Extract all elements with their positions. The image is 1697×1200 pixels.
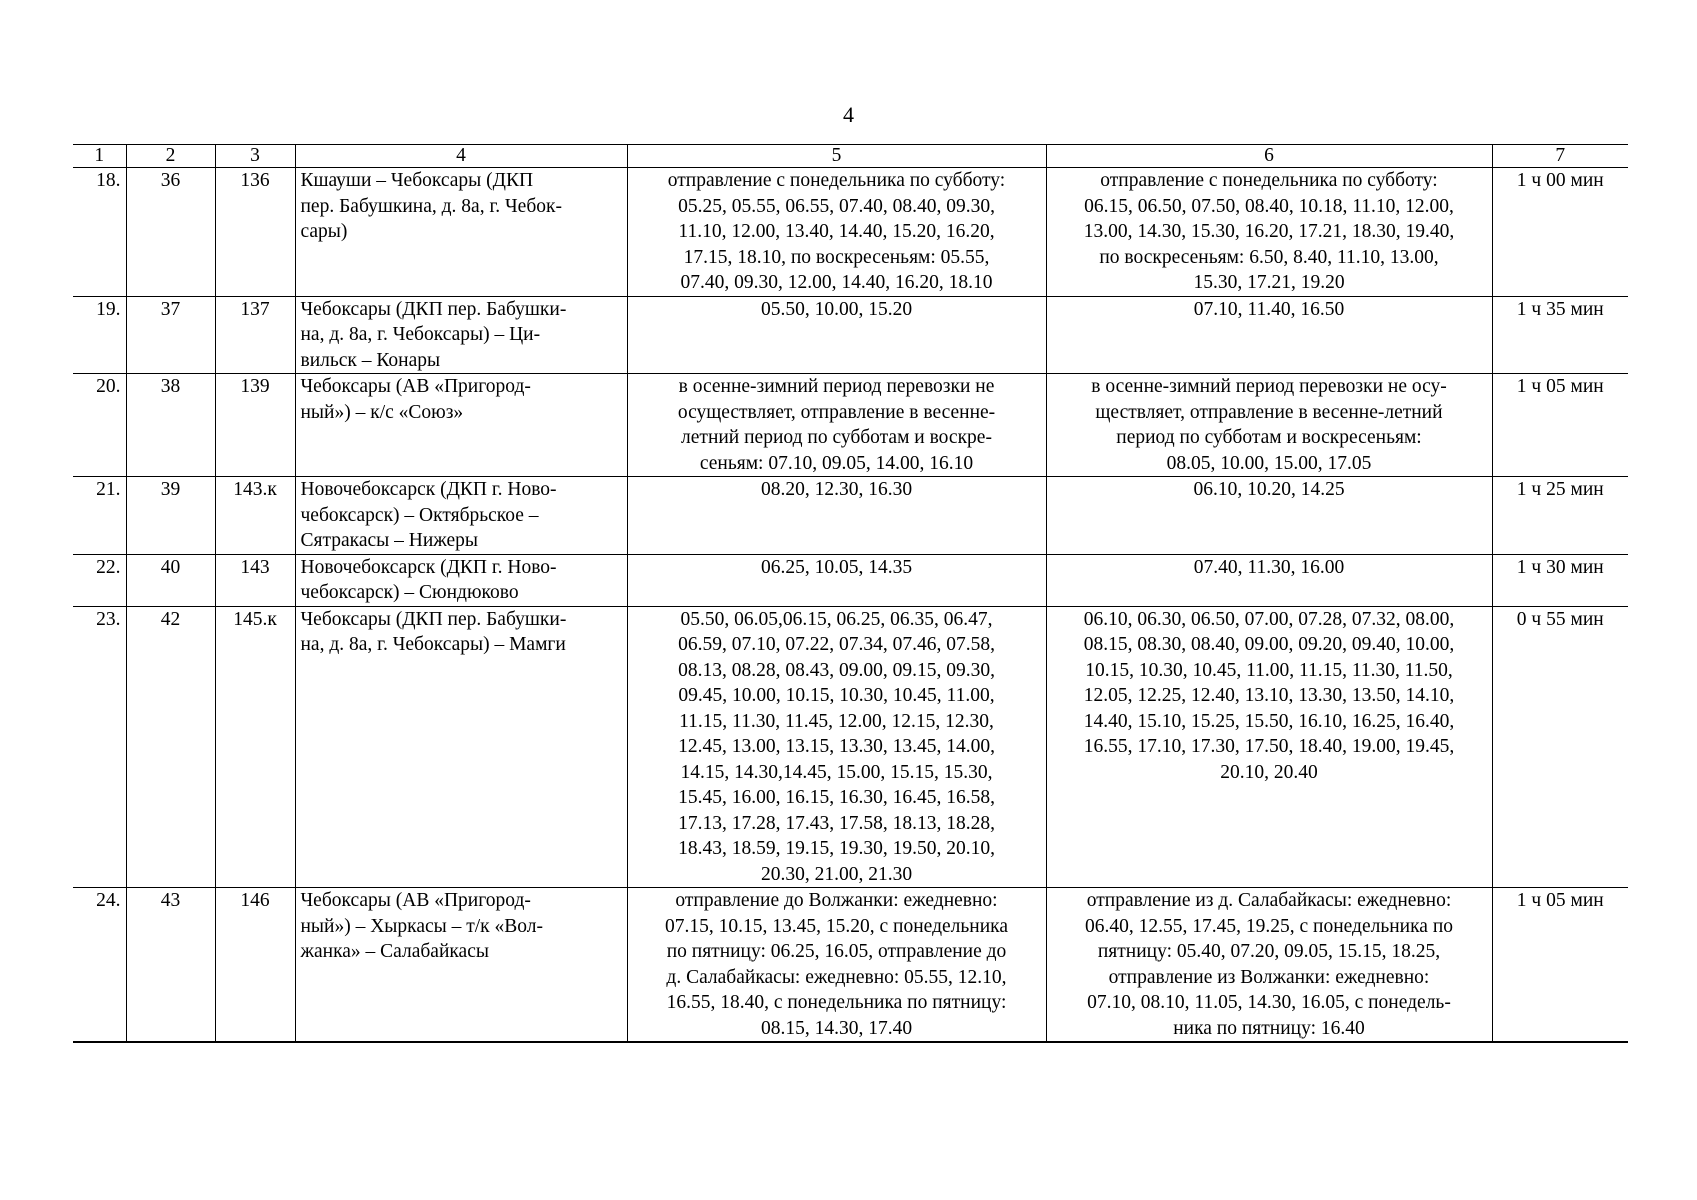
departures-forward-line: осуществляет, отправление в весенне- (677, 401, 996, 423)
col2-value: 36 (126, 168, 215, 297)
row-number: 19. (73, 296, 126, 374)
header-cell: 3 (215, 145, 295, 168)
departures-forward-line: 17.13, 17.28, 17.43, 17.58, 18.13, 18.28, (678, 812, 995, 834)
route-name (295, 168, 627, 297)
route-name-line: Чебоксары (ДКП пер. Бабушки- (300, 298, 567, 320)
route-name-line: чебоксарск) – Октябрьское – (300, 504, 539, 526)
departures-forward-line: отправление с понедельника по субботу: (667, 170, 1006, 191)
departures-forward-line: 17.15, 18.10, по воскресеньям: 05.55, (683, 246, 990, 268)
table-row (73, 168, 1628, 297)
departures-back (1046, 168, 1492, 297)
departures-forward-line: 08.20, 12.30, 16.30 (760, 479, 913, 500)
departures-forward (627, 554, 1046, 606)
header-cell: 7 (1492, 145, 1628, 168)
col2-value: 43 (126, 888, 215, 1043)
route-number: 143.к (215, 477, 295, 555)
row-number: 24. (73, 888, 126, 1043)
route-name-line: вильск – Конары (300, 349, 441, 371)
departures-back-line: 12.05, 12.25, 12.40, 13.10, 13.30, 13.50, 14.10, (1083, 685, 1455, 706)
departures-forward-line: 07.15, 10.15, 13.45, 15.20, с понедельника (665, 915, 1008, 937)
departures-forward-line: 16.55, 18.40, с понедельника по пятницу: (666, 992, 1007, 1013)
departures-back-line: 08.05, 10.00, 15.00, 17.05 (1166, 452, 1372, 474)
departures-back-line: 08.15, 08.30, 08.40, 09.00, 09.20, 09.40, 10.00, (1083, 634, 1455, 655)
route-name-line: Кшауши – Чебоксары (ДКП (300, 170, 534, 191)
route-number: 146 (215, 888, 295, 1043)
departures-back-line: 13.00, 14.30, 15.30, 16.20, 17.21, 18.30, 19.40, (1083, 221, 1455, 242)
route-number: 136 (215, 168, 295, 297)
departures-back (1046, 606, 1492, 888)
route-number: 137 (215, 296, 295, 374)
departures-back-line: ществляет, отправление в весенне-летний (1095, 401, 1443, 423)
route-number: 145.к (215, 606, 295, 888)
route-name (295, 554, 627, 606)
departures-back-line: отправление из д. Салабайкасы: ежедневно: (1086, 890, 1452, 911)
table-row (73, 888, 1628, 1043)
departures-forward (627, 477, 1046, 555)
departures-back-line: в осенне-зимний период перевозки не осу- (1091, 376, 1447, 397)
route-name (295, 477, 627, 555)
departures-back-line: период по субботам и воскресеньям: (1116, 427, 1422, 448)
table-row (73, 606, 1628, 888)
departures-back-line: 15.30, 17.21, 19.20 (1193, 272, 1345, 293)
row-number: 22. (73, 554, 126, 606)
departures-forward-line: сеньям: 07.10, 09.05, 14.00, 16.10 (699, 452, 974, 474)
row-number: 23. (73, 606, 126, 888)
departures-forward-line: отправление до Волжанки: ежедневно: (675, 890, 998, 911)
departures-back-line: 06.10, 10.20, 14.25 (1193, 479, 1345, 500)
departures-back (1046, 888, 1492, 1043)
departures-back-line: 07.10, 08.10, 11.05, 14.30, 16.05, с понедель- (1087, 992, 1451, 1013)
departures-back-line: 07.10, 11.40, 16.50 (1193, 298, 1345, 320)
departures-forward-line: летний период по субботам и воскре- (681, 427, 992, 448)
departures-forward-line: 12.45, 13.00, 13.15, 13.30, 13.45, 14.00, (678, 736, 995, 757)
departures-forward-line: 05.50, 10.00, 15.20 (760, 298, 913, 320)
departures-back-line: 06.10, 06.30, 06.50, 07.00, 07.28, 07.32, 08.00, (1083, 608, 1455, 630)
travel-duration: 1 ч 35 мин (1492, 296, 1628, 374)
col2-value: 42 (126, 606, 215, 888)
departures-forward-line: д. Салабайкасы: ежедневно: 05.55, 12.10, (666, 966, 1007, 988)
departures-forward-line: 18.43, 18.59, 19.15, 19.30, 19.50, 20.10, (678, 838, 995, 859)
route-name-line: пер. Бабушкина, д. 8а, г. Чебок- (300, 195, 562, 217)
route-name (295, 888, 627, 1043)
route-name-line: чебоксарск) – Сюндюково (300, 582, 519, 603)
departures-back (1046, 374, 1492, 477)
route-name-line: сары) (300, 221, 348, 242)
departures-forward-line: 08.13, 08.28, 08.43, 09.00, 09.15, 09.30, (678, 659, 995, 681)
departures-forward-line: 06.59, 07.10, 07.22, 07.34, 07.46, 07.58, (678, 634, 995, 655)
departures-forward-line: 06.25, 10.05, 14.35 (760, 556, 913, 578)
departures-forward (627, 374, 1046, 477)
departures-back-line: 10.15, 10.30, 10.45, 11.00, 11.15, 11.30, 11.50, (1085, 659, 1453, 681)
route-name-line: на, д. 8а, г. Чебоксары) – Мамги (300, 634, 566, 655)
route-name-line: Чебоксары (АВ «Пригород- (300, 376, 531, 397)
departures-back-line: 06.40, 12.55, 17.45, 19.25, с понедельника по (1084, 915, 1453, 937)
departures-back (1046, 554, 1492, 606)
header-cell: 1 (73, 145, 126, 168)
departures-forward-line: 07.40, 09.30, 12.00, 14.40, 16.20, 18.10 (680, 272, 993, 293)
route-name-line: жанка» – Салабайкасы (300, 941, 489, 962)
departures-back-line: отправление с понедельника по субботу: (1100, 170, 1438, 191)
route-name-line: ный») – к/с «Союз» (300, 401, 464, 423)
route-name-line: на, д. 8а, г. Чебоксары) – Ци- (300, 324, 541, 345)
col2-value: 40 (126, 554, 215, 606)
route-name-line: Сятракасы – Нижеры (300, 530, 478, 551)
departures-forward (627, 888, 1046, 1043)
col2-value: 38 (126, 374, 215, 477)
departures-back-line: ника по пятницу: 16.40 (1173, 1017, 1365, 1039)
departures-back (1046, 477, 1492, 555)
departures-forward (627, 168, 1046, 297)
departures-forward-line: 15.45, 16.00, 16.15, 16.30, 16.45, 16.58, (678, 787, 995, 808)
row-number: 21. (73, 477, 126, 555)
route-name-line: ный») – Хыркасы – т/к «Вол- (300, 915, 544, 937)
departures-forward-line: по пятницу: 06.25, 16.05, отправление до (666, 941, 1007, 962)
departures-back-line: по воскресеньям: 6.50, 8.40, 11.10, 13.00, (1099, 246, 1439, 268)
route-number: 139 (215, 374, 295, 477)
departures-forward-line: 11.15, 11.30, 11.45, 12.00, 12.15, 12.30, (679, 710, 994, 732)
departures-forward-line: в осенне-зимний период перевозки не (678, 376, 995, 397)
route-name-line: Чебоксары (ДКП пер. Бабушки- (300, 608, 567, 630)
header-row (73, 145, 1628, 168)
table-row (73, 554, 1628, 606)
departures-back-line: отправление из Волжанки: ежедневно: (1108, 966, 1430, 988)
departures-back-line: 07.40, 11.30, 16.00 (1193, 556, 1345, 578)
departures-forward-line: 14.15, 14.30,14.45, 15.00, 15.15, 15.30, (680, 761, 993, 783)
table-row (73, 374, 1628, 477)
travel-duration: 1 ч 05 мин (1492, 374, 1628, 477)
departures-forward (627, 606, 1046, 888)
table-row (73, 296, 1628, 374)
departures-forward-line: 20.30, 21.00, 21.30 (760, 863, 913, 885)
departures-back-line: 14.40, 15.10, 15.25, 15.50, 16.10, 16.25, 16.40, (1083, 710, 1455, 732)
route-name (295, 296, 627, 374)
departures-back (1046, 296, 1492, 374)
travel-duration: 0 ч 55 мин (1492, 606, 1628, 888)
departures-forward-line: 05.50, 06.05,06.15, 06.25, 06.35, 06.47, (680, 608, 993, 630)
table-row (73, 477, 1628, 555)
departures-forward-line: 08.15, 14.30, 17.40 (760, 1017, 913, 1039)
travel-duration: 1 ч 05 мин (1492, 888, 1628, 1043)
departures-forward-line: 05.25, 05.55, 06.55, 07.40, 08.40, 09.30, (678, 195, 995, 217)
departures-back-line: 20.10, 20.40 (1220, 761, 1318, 783)
header-cell: 2 (126, 145, 215, 168)
route-name (295, 606, 627, 888)
schedule-table (73, 144, 1628, 1043)
row-number: 20. (73, 374, 126, 477)
departures-back-line: пятницу: 05.40, 07.20, 09.05, 15.15, 18.25, (1097, 941, 1441, 962)
departures-forward-line: 11.10, 12.00, 13.40, 14.40, 15.20, 16.20, (678, 221, 995, 242)
row-number: 18. (73, 168, 126, 297)
travel-duration: 1 ч 25 мин (1492, 477, 1628, 555)
departures-back-line: 16.55, 17.10, 17.30, 17.50, 18.40, 19.00, 19.45, (1083, 736, 1455, 757)
header-cell: 4 (295, 145, 627, 168)
col2-value: 37 (126, 296, 215, 374)
departures-back-line: 06.15, 06.50, 07.50, 08.40, 10.18, 11.10, 12.00, (1084, 195, 1454, 217)
travel-duration: 1 ч 30 мин (1492, 554, 1628, 606)
route-name (295, 374, 627, 477)
travel-duration: 1 ч 00 мин (1492, 168, 1628, 297)
route-name-line: Новочебоксарск (ДКП г. Ново- (300, 479, 557, 500)
page-number: 4 (843, 102, 854, 127)
route-name-line: Чебоксары (АВ «Пригород- (300, 890, 531, 911)
route-name-line: Новочебоксарск (ДКП г. Ново- (300, 556, 557, 578)
departures-forward-line: 09.45, 10.00, 10.15, 10.30, 10.45, 11.00, (678, 685, 995, 706)
departures-forward (627, 296, 1046, 374)
col2-value: 39 (126, 477, 215, 555)
route-number: 143 (215, 554, 295, 606)
header-cell: 6 (1046, 145, 1492, 168)
header-cell: 5 (627, 145, 1046, 168)
